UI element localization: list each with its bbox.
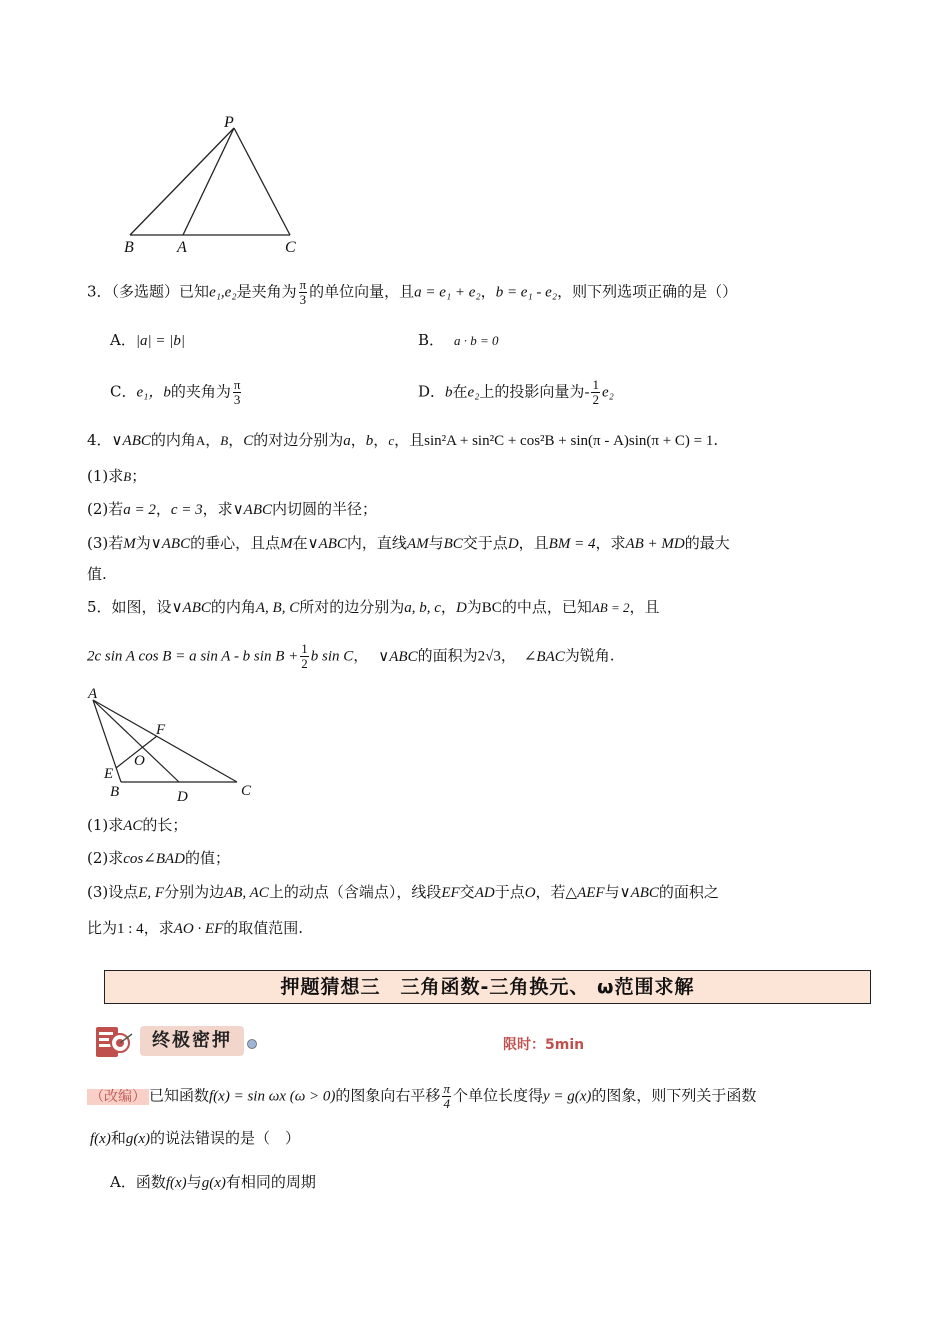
q3-b-def: b = e₁ - e₂ xyxy=(495,284,558,301)
q5-stem xyxy=(87,597,660,618)
q5-t3: 所对的边分别为 xyxy=(299,598,405,616)
q5-tri2: ∨ABC xyxy=(378,648,418,665)
q5-p3-dot: AO · EF xyxy=(173,921,224,937)
q4-text3: ，且 xyxy=(394,431,425,449)
q3-option-a xyxy=(110,330,185,351)
q6-opt-a-g: g(x) xyxy=(201,1175,226,1191)
q3-option-c xyxy=(110,378,243,407)
q5-p3-t5: ，若△ xyxy=(535,883,578,901)
q5-angles: A, B, C xyxy=(255,600,300,616)
q5-eq-right: b sin C xyxy=(310,648,354,665)
segment-pb xyxy=(130,128,234,235)
fig1-label-p: P xyxy=(224,114,234,131)
fig2-label-a: A xyxy=(88,686,98,702)
q5-p3-cont3: 的取值范围. xyxy=(223,919,304,937)
q4-B: B xyxy=(220,433,229,448)
q5-eq-left: 2c sin A cos B = a sin A - b sin B + xyxy=(87,648,299,665)
q4-stem: 4．∨ABC的内角A，B，C的对边分别为a，b，c，且sin²A + sin²C + cos²B + sin(π - A)sin(π + C) = 1. xyxy=(87,431,719,449)
q6-gx: y = g(x) xyxy=(542,1088,592,1105)
q3-opt-c-label: C． xyxy=(110,382,137,401)
q3-stem xyxy=(87,278,737,307)
q5-p1-end: 的长； xyxy=(142,816,188,834)
badge-dot-icon xyxy=(246,1038,258,1050)
q5-p3-AEF: AEF xyxy=(577,885,605,901)
q6-t4: 的图象，则下列关于函数 xyxy=(591,1086,757,1105)
q4-p3-t8: ，求 xyxy=(595,534,626,552)
q6-t3: 个单位长度得 xyxy=(452,1086,543,1105)
q5-t5: 为 xyxy=(466,598,482,616)
q4-p3-t5: 与 xyxy=(428,534,444,552)
q4-part3-cont: 值. xyxy=(87,565,107,583)
q6-fx: f(x) = sin ωx (ω > 0) xyxy=(209,1088,336,1105)
q5-sides: a, b, c xyxy=(404,600,441,616)
q5-p3-EF: E, F xyxy=(138,885,165,901)
q6-t2: 的图象向右平移 xyxy=(335,1086,441,1105)
q4-p2-end: 内切圆的半径； xyxy=(272,500,378,518)
q5-part3 xyxy=(87,882,719,903)
q6-opt-a-label: A． xyxy=(110,1173,136,1191)
q4-p3-t4: 内，直线 xyxy=(346,534,407,552)
q4-p3-M: M xyxy=(123,536,136,552)
q3-pi-over-3: $\frac{\pi}{3}$ xyxy=(299,277,307,307)
q4-p3-t6: 交于点 xyxy=(462,534,508,552)
q5-t6: 的中点，已知 xyxy=(501,598,592,616)
q6-opt-a-t1: 函数 xyxy=(135,1173,166,1191)
q5-p3-pre: (3)设点 xyxy=(87,883,139,901)
q6-f2: f(x) xyxy=(90,1131,111,1147)
segment-pa xyxy=(183,128,234,235)
q4-p1-pre: (1)求 xyxy=(87,467,124,485)
q6-pi-over-4: $\frac{\pi}{4}$ xyxy=(443,1081,450,1111)
q4-part2: (2)若a = 2，c = 3，求∨ABC内切圆的半径； xyxy=(87,500,378,518)
fig2-label-e: E xyxy=(104,766,114,782)
fig1-label-c: C xyxy=(285,239,296,256)
q4-p3-t7: ，且 xyxy=(518,534,549,552)
q4-text2: 的对边分别为 xyxy=(253,431,344,449)
q6-option-a xyxy=(110,1172,316,1193)
q4-A: A xyxy=(195,433,206,448)
q4-p2-pre: (2)若 xyxy=(87,500,124,518)
q3-comma: ， xyxy=(480,282,496,301)
q3-opt-c-pre: e₁，b xyxy=(136,384,171,401)
q3-opt-d-frac: $\frac{1}{2}$ xyxy=(592,377,599,407)
q6-opt-a-t3: 有相同的周期 xyxy=(225,1173,316,1191)
q4-text1: 的内角 xyxy=(150,431,196,449)
segment-pc xyxy=(234,128,290,235)
q5-equation-line xyxy=(87,642,615,671)
q4-part1 xyxy=(87,466,146,487)
q5-p2-end: 的值； xyxy=(184,849,230,867)
q4-dot: . xyxy=(713,431,719,449)
q4-p3-tri2: ∨ABC xyxy=(307,536,347,552)
q5-part2 xyxy=(87,848,230,869)
q3-option-b xyxy=(418,330,499,351)
q4-p3-t3: 在 xyxy=(292,534,308,552)
q4-equation: sin²A + sin²C + cos²B + sin(π - A)sin(π + C) = 1 xyxy=(424,433,714,449)
q3-option-d xyxy=(418,378,614,407)
fig2-label-o: O xyxy=(134,753,145,769)
q4-p3-t2: 的垂心，且点 xyxy=(190,534,281,552)
q5-t1: 如图，设 xyxy=(111,598,172,616)
q4-tri: ∨ABC xyxy=(111,433,151,449)
q3-text2: 的单位向量，且 xyxy=(309,282,415,301)
q5-AB: AB = 2 xyxy=(591,600,630,615)
q5-t8: ， xyxy=(353,646,369,665)
q3-opt-d-text2: 上的投影向量为 xyxy=(479,382,585,401)
q3-opt-a-expr: |a| = |b| xyxy=(135,333,185,349)
q4-p3-BM: BM = 4 xyxy=(548,536,596,552)
q4-p3-tri: ∨ABC xyxy=(150,536,191,552)
fig2-label-c: C xyxy=(241,783,252,799)
q5-p1-pre: (1)求 xyxy=(87,816,124,834)
q5-tri: ∨ABC xyxy=(171,600,211,616)
q5-p3-cont2: ，求 xyxy=(143,919,174,937)
q5-p3-EF2: EF xyxy=(441,885,460,901)
q6-g2: g(x) xyxy=(125,1131,150,1147)
q5-p3-cont1: 比为 xyxy=(87,919,118,937)
q3-opt-d-label: D． xyxy=(418,382,446,401)
figure-triangle-pbc xyxy=(110,110,310,260)
q5-area: 2√3 xyxy=(477,648,501,665)
q5-p3-t1: 分别为边 xyxy=(164,883,225,901)
q5-p3-t6: 与 xyxy=(604,883,620,901)
q4-p3-BC: BC xyxy=(443,536,463,552)
q4-part3 xyxy=(87,533,730,554)
q6-t5: 和 xyxy=(110,1129,126,1147)
fig2-label-d: D xyxy=(177,789,188,805)
q5-p3-t3: 交 xyxy=(459,883,475,901)
fig2-label-b: B xyxy=(110,784,120,800)
q3-tag: （多选题）已知 xyxy=(111,282,210,301)
q3-number: 3． xyxy=(87,282,112,301)
q3-opt-d-minus: - xyxy=(584,384,590,401)
q3-text3: ，则下列选项正确的是（） xyxy=(557,282,738,301)
q5-p3-O: O xyxy=(524,885,536,901)
q4-p3-t9: 的最大 xyxy=(684,534,730,552)
q4-p2-c: c = 3 xyxy=(170,502,203,518)
q3-opt-d-e2: e₂ xyxy=(467,384,480,401)
q4-C: C xyxy=(243,433,254,449)
q5-t7: ，且 xyxy=(629,598,660,616)
q6-t6: 的说法错误的是（ ） xyxy=(150,1129,301,1147)
q3-opt-b-label: B． xyxy=(418,331,445,349)
q4-a: a xyxy=(343,433,351,449)
fig2-label-f: F xyxy=(156,722,166,738)
q3-opt-c-text: 的夹角为 xyxy=(170,382,231,401)
q3-e12: e₁,e₂ xyxy=(209,284,237,301)
fig1-label-b: B xyxy=(124,239,134,256)
q4-p2-a: a = 2 xyxy=(123,502,156,518)
target-icon xyxy=(94,1024,134,1060)
section-banner: 押题猜想三 三角函数-三角换元、 ω范围求解 xyxy=(104,970,871,1004)
q3-opt-d-b: b xyxy=(445,384,453,401)
q3-a-def: a = e₁ + e₂ xyxy=(414,284,481,301)
q5-p3-tri: ∨ABC xyxy=(619,885,659,901)
q5-p2-pre: (2)求 xyxy=(87,849,124,867)
q4-p3-sum: AB + MD xyxy=(625,536,685,552)
q6-stem-cont xyxy=(90,1128,300,1149)
q4-p1-B: B xyxy=(123,469,132,484)
q4-b: b xyxy=(365,433,374,449)
q3-text1: 是夹角为 xyxy=(236,282,297,301)
q4-p3-pre: (3)若 xyxy=(87,534,124,552)
q6-tag: （改编） xyxy=(87,1089,149,1105)
q4-p3-t1: 为 xyxy=(135,534,151,552)
fig1-label-a: A xyxy=(177,239,187,256)
q4-c: c xyxy=(388,433,395,448)
q5-p3-AD: AD xyxy=(474,885,495,901)
q6-stem xyxy=(87,1082,756,1111)
q5-t9: 的面积为 xyxy=(417,646,478,665)
q6-t1: 已知函数 xyxy=(149,1086,210,1105)
q5-p3-t4: 于点 xyxy=(494,883,525,901)
q5-t11: 为锐角. xyxy=(564,646,615,665)
q4-p2-text: ，求 xyxy=(202,500,233,518)
q5-p3-ratio: 1 : 4 xyxy=(117,921,144,937)
time-limit-label: 限时：5min xyxy=(503,1037,585,1053)
q5-t4: ， xyxy=(440,598,456,616)
q4-p2-tri: ∨ABC xyxy=(232,502,272,518)
q6-opt-a-t2: 与 xyxy=(186,1173,202,1191)
q4-p1-end: ； xyxy=(131,467,147,485)
q5-p1-AC: AC xyxy=(123,818,143,834)
q5-p2-expr: cos∠BAD xyxy=(123,851,185,867)
q5-p3-t7: 的面积之 xyxy=(658,883,719,901)
q4-number: 4． xyxy=(87,431,112,449)
q3-opt-d-text1: 在 xyxy=(452,382,468,401)
q3-opt-b-expr: a · b = 0 xyxy=(454,333,499,348)
q5-D: D xyxy=(455,600,467,616)
q5-half: $\frac{1}{2}$ xyxy=(301,641,308,671)
q3-opt-a-label: A． xyxy=(110,331,136,349)
q5-number: 5． xyxy=(87,598,112,616)
q5-t10: ， xyxy=(500,646,516,665)
q6-opt-a-f: f(x) xyxy=(165,1175,187,1191)
q5-p3-t2: 上的动点（含端点），线段 xyxy=(268,883,442,901)
q5-p3-ABAC: AB, AC xyxy=(224,885,269,901)
segment-ac xyxy=(93,700,237,782)
q5-part1 xyxy=(87,815,187,836)
q4-p3-M2: M xyxy=(280,536,293,552)
q4-p3-AM: AM xyxy=(406,536,429,552)
final-prediction-badge: 终极密押 xyxy=(140,1026,244,1056)
q3-opt-c-frac: $\frac{\pi}{3}$ xyxy=(233,377,241,407)
q3-opt-d-vec: e₂ xyxy=(601,384,614,401)
q5-angle: ∠BAC xyxy=(523,648,565,665)
q5-BC: BC xyxy=(481,600,502,616)
q5-part3-cont xyxy=(87,918,303,939)
q4-p3-D: D xyxy=(507,536,519,552)
q5-t2: 的内角 xyxy=(210,598,256,616)
